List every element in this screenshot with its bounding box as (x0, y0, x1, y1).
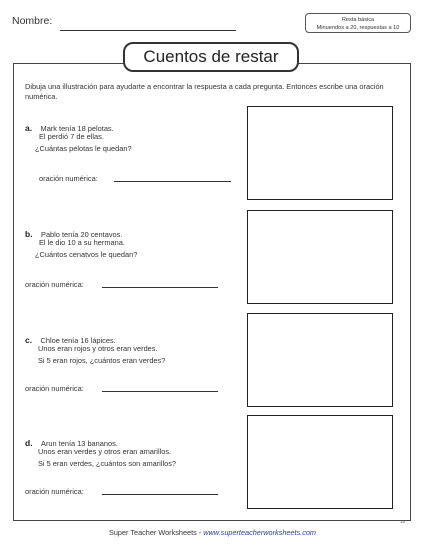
drawing-box[interactable] (247, 313, 393, 407)
sentence-label: oración numérica: (25, 280, 84, 289)
instructions: Dibuja una illustración para ayudarte a encontrar la respuesta a cada pregunta. Entonces escribe una oración numérica. (25, 82, 384, 101)
info-topic: Resta básica (341, 17, 375, 23)
question-line: El perdió 7 de ellas. (39, 132, 104, 141)
drawing-box[interactable] (247, 106, 393, 200)
question-line: Unos eran verdes y otros eran amarillos. (38, 447, 172, 456)
question-line: Si 5 eran rojos, ¿cuántos eran verdes? (38, 356, 166, 365)
footer-separator: - (196, 528, 204, 537)
question-letter: d. (25, 438, 33, 448)
page-number: 15 (400, 519, 406, 524)
footer-url-link[interactable]: www.superteacherworksheets.com (203, 528, 316, 537)
footer (0, 528, 425, 537)
sentence-label: oración numérica: (39, 174, 98, 183)
question-line: Arun tenía 13 bananos. (41, 439, 118, 448)
info-range: Minuendos a 20, respuestas a 10 (316, 25, 400, 31)
sentence-answer-line[interactable] (102, 494, 218, 495)
question-line: Si 5 eran verdes, ¿cuántos son amarillos? (38, 459, 177, 468)
question-line: Pablo tenía 20 centavos. (41, 230, 123, 239)
question-line: ¿Cuántas pelotas le quedan? (35, 144, 132, 153)
question-line: El le dio 10 a su hermana. (39, 238, 125, 247)
sentence-answer-line[interactable] (102, 391, 218, 392)
question-line: Chloe tenía 16 lápices. (40, 336, 116, 345)
question-line: Unos eran rojos y otros eran verdes. (38, 344, 158, 353)
question-line: ¿Cuántos cenatvos le quedan? (35, 250, 138, 259)
question-letter: b. (25, 229, 33, 239)
page-title: Cuentos de restar (123, 42, 299, 72)
question-letter: a. (25, 123, 33, 133)
sentence-label: oración numérica: (25, 384, 84, 393)
name-label: Nombre: (12, 15, 53, 27)
sentence-answer-line[interactable] (114, 181, 231, 182)
drawing-box[interactable] (247, 415, 393, 509)
question-letter: c. (25, 335, 33, 345)
name-blank-line[interactable] (60, 30, 236, 31)
question-line: Mark tenía 18 pelotas. (40, 124, 114, 133)
sentence-label: oración numérica: (25, 487, 84, 496)
drawing-box[interactable] (247, 210, 393, 304)
footer-brand: Super Teacher Worksheets (109, 528, 197, 537)
sentence-answer-line[interactable] (102, 287, 218, 288)
worksheet-info-box (305, 13, 411, 33)
